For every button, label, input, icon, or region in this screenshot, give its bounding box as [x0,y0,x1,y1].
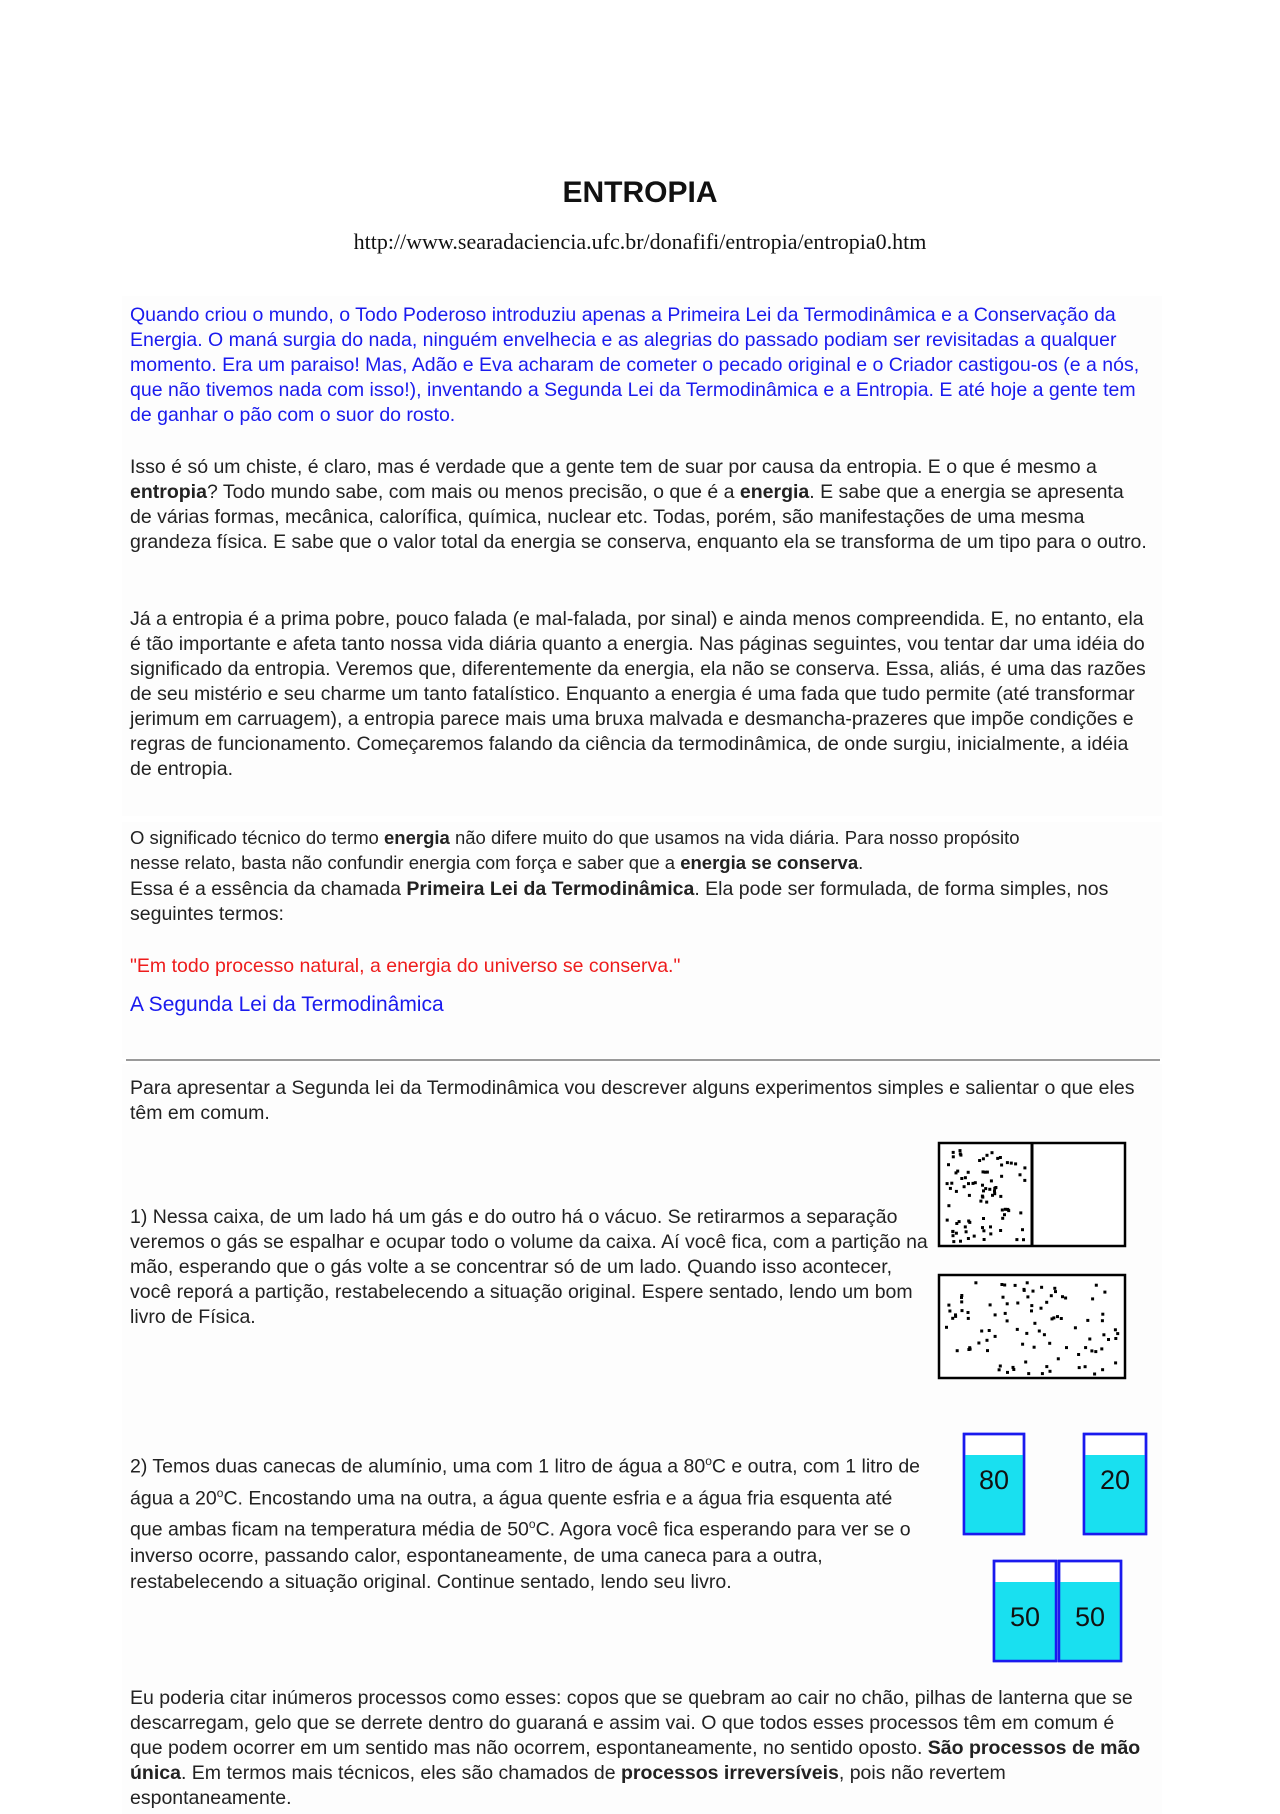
gas-particle [999,1156,1002,1159]
gas-particle [1038,1330,1041,1333]
gas-particle [1033,1322,1036,1325]
gas-particle [991,1151,994,1154]
gas-particle [947,1204,950,1207]
gas-particle [1064,1297,1067,1300]
gas-particle [999,1365,1002,1368]
gas-particle [1027,1372,1030,1375]
gas-particle [1045,1365,1048,1368]
gas-particle [964,1176,967,1179]
gas-particle [1000,1175,1003,1178]
first-law-quote: "Em todo processo natural, a energia do universo se conserva." [130,955,681,977]
cup-cold [1084,1434,1146,1534]
page-title: ENTROPIA [562,176,718,209]
gas-particle [1001,1217,1004,1220]
gas-particle [1014,1162,1017,1165]
gas-particle [1077,1353,1080,1356]
cup-left-label: 50 [1009,1602,1041,1632]
cup-left-equilibrium [994,1561,1056,1661]
gas-particle [1052,1316,1055,1319]
gas-particle [952,1234,955,1237]
intro-paragraph-3: Já a entropia é a prima pobre, pouco falada (e mal-falada, por sinal) e ainda menos compreendida. E, no entanto, ela é tão importante e afeta tanto nossa vida diária quanto a energia. Nas páginas seguintes, vou tentar dar uma idéia do significado da entropia. Veremos que, diferentemente da energia, ela não se conserva. Essa, aliás, é uma das razões de seu mistério e seu charme um tanto fatalístico. Enquanto a energia é uma fada que tudo permite (até transformar jerimum em carruagem), a entropia parece mais uma bruxa malvada e desmancha-prazeres que impõe condições e regras de funcionamento. Começaremos falando da ciência da termodinâmica, de onde surgiu, inicialmente, a idéia de entropia. [130,608,1146,780]
gas-particle [1088,1338,1091,1341]
gas-particle [960,1177,963,1180]
gas-particle [967,1220,970,1223]
gas-particle [979,1200,982,1203]
gas-particle [959,1240,962,1243]
gas-particle [1049,1370,1052,1373]
gas-particle [1019,1173,1022,1176]
gas-particle [968,1346,971,1349]
gas-particle [989,1225,992,1228]
intro-blue-paragraph: Quando criou o mundo, o Todo Poderoso introduziu apenas a Primeira Lei da Termodinâmica e a Conservação da Energia. O maná surgia do nada, ninguém envelhecia e as alegrias do passado podiam ser revisitadas a qualquer momento. Era um paraiso! Mas, Adão e Eva acharam de cometer o pecado original e o Criador castigou-os (e a nós, que não tivemos nada com isso!), inventando a Segunda Lei da Termodinâmica e a Entropia. E até hoje a gente tem de ganhar o pão com o suor do rosto. [130,304,1140,426]
gas-particle [1006,1161,1009,1164]
gas-particle [963,1185,966,1188]
gas-particle [1025,1332,1028,1335]
gas-particle [952,1151,955,1154]
gas-particle [1015,1238,1018,1241]
gas-particle [1060,1317,1063,1320]
gas-particle [1074,1326,1077,1329]
cup-cold-label: 20 [1099,1465,1131,1495]
gas-particle [1022,1238,1025,1241]
gas-particle [1094,1350,1097,1353]
gas-particle [998,1368,1001,1371]
gas-particle [947,1304,950,1307]
gas-particle [967,1317,970,1320]
gas-particle [994,1313,997,1316]
experiment-2-text: 2) Temos duas canecas de alumínio, uma com 1 litro de água a 80$^o$C e outra, com 1 litro de água a 20$^o$C. Encostando uma na outra, a água quente esfria e a água fria esquenta até que ambas ficam na temperatura média de 50$^o$C. Agora você fica esperando para ver se o inverso ocorre, passando calor, espontaneamente, de uma caneca para a outra, restabelecendo a situação original. Continue sentado, lendo seu livro. [130,1454,921,1593]
gas-particle [959,1149,962,1152]
gas-particle [1021,1228,1024,1231]
gas-particle [950,1182,953,1185]
gas-particle [1006,1371,1009,1374]
gas-particle [1012,1366,1015,1369]
gas-particle [1053,1287,1056,1290]
gas-particle [961,1309,964,1312]
gas-particle [947,1163,950,1166]
gas-particle [1101,1319,1104,1322]
gas-particle [1026,1281,1029,1284]
gas-particle [973,1235,976,1238]
gas-particle [999,1229,1002,1232]
gas-particle [1016,1302,1019,1305]
gas-particle [948,1310,951,1313]
gas-particle [1084,1346,1087,1349]
gas-particle [986,1154,989,1157]
gas-particle [1093,1373,1096,1376]
gas-particle [968,1194,971,1197]
gas-particle [1014,1284,1017,1287]
gas-particle [993,1190,996,1193]
gas-particle [959,1152,962,1155]
gas-particle [994,1186,997,1189]
gas-particle [1004,1208,1007,1211]
gas-particle [1032,1290,1035,1293]
gas-particle [983,1238,986,1241]
gas-particle [1084,1365,1087,1368]
gas-particle [999,1195,1002,1198]
first-law-essence: Essa é a essência da chamada Primeira Lei da Termodinâmica. Ela pode ser formulada, de forma simples, nos seguintes termos: [130,878,1109,925]
gas-particle [996,1157,999,1160]
gas-particle [956,1349,959,1352]
gas-particle [952,1155,955,1158]
divider [126,1059,1160,1061]
gas-particle [1006,1302,1009,1305]
gas-particle [951,1230,954,1233]
gas-particle [986,1339,989,1342]
gas-particle [967,1311,970,1314]
gas-particle [952,1240,955,1243]
gas-particle [982,1217,985,1220]
gas-particle [1003,1213,1006,1216]
gas-particle [955,1190,958,1193]
gas-particle [1103,1291,1106,1294]
gas-particle [986,1349,989,1352]
gas-particle [1065,1346,1068,1349]
gas-particle [1048,1342,1051,1345]
gas-particle [1000,1283,1003,1286]
gas-particle [985,1201,988,1204]
gas-particle [1102,1333,1105,1336]
gas-particle [1095,1284,1098,1287]
gas-particle [1078,1366,1081,1369]
gas-particle [1023,1166,1026,1169]
gas-particle [965,1230,968,1233]
gas-particle [1026,1295,1029,1298]
gas-particle [1019,1211,1022,1214]
gas-particle [1030,1309,1033,1312]
gas-particle [951,1317,954,1320]
cup-hot [964,1434,1024,1534]
gas-particle [956,1170,959,1173]
gas-particle [994,1335,997,1338]
intro-paragraph-2: Isso é só um chiste, é claro, mas é verdade que a gente tem de suar por causa da entropia. E o que é mesmo a entropia? Todo mundo sabe, com mais ou menos precisão, o que é a energia. E sabe que a energia se apresenta de várias formas, mecânica, calorífica, química, nuclear etc. Todas, porém, são manifestações de uma mesma grandeza física. E sabe que o valor total da energia se conserva, enquanto ela se transforma de um tipo para o outro. [130,456,1147,553]
gas-particle [967,1182,970,1185]
gas-particle [1101,1313,1104,1316]
gas-particle [945,1326,948,1329]
experiment-1-text: 1) Nessa caixa, de um lado há um gás e do outro há o vácuo. Se retirarmos a separação veremos o gás se espalhar e ocupar todo o volume da caixa. Aí você fica, com a partição na mão, esperando que o gás volte a se concentrar só de um lado. Quando isso acontecer, você reporá a partição, restabelecendo a situação original. Espere sentado, lendo um bom livro de Física. [130,1206,928,1328]
gas-particle [955,1222,958,1225]
gas-particle [1033,1346,1036,1349]
gas-particle [1091,1297,1094,1300]
gas-particle [1003,1284,1006,1287]
gas-particle [1004,1312,1007,1315]
gas-particle [1056,1315,1059,1318]
gas-particle [989,1232,992,1235]
gas-particle [960,1294,963,1297]
gas-particle [955,1232,958,1235]
gas-particle [954,1313,957,1316]
gas-particle [1016,1328,1019,1331]
gas-particle [1116,1332,1119,1335]
energy-note: O significado técnico do termo energia não difere muito do que usamos na vida diária. Para nosso propósito nesse relato, basta não confundir energia com força e saber que a energia se conserva. [130,827,1020,873]
gas-particle [974,1281,977,1284]
gas-particle [1101,1368,1104,1371]
gas-particle [981,1195,984,1198]
gas-particle [981,1226,984,1229]
gas-particle [982,1157,985,1160]
gas-particle [1061,1295,1064,1298]
gas-particle [990,1179,993,1182]
gas-particle [1040,1307,1043,1310]
gas-box-diagram [936,1140,1130,1382]
gas-particle [1021,1343,1024,1346]
gas-particle [989,1303,992,1306]
gas-particle [1023,1289,1026,1292]
source-url: http://www.searadaciencia.ufc.br/donafifi/entropia/entropia0.htm [353,229,927,254]
gas-particle [982,1229,985,1232]
conclusion-paragraph: Eu poderia citar inúmeros processos como esses: copos que se quebram ao cair no chão, pilhas de lanterna que se descarregam, gelo que se derrete dentro do guaraná e assim vai. O que todos esses processos têm em comum é que podem ocorrer em um sentido mas não ocorrem, espontaneamente, no sentido oposto. São processos de mão única. Em termos mais técnicos, eles são chamados de processos irreversíveis, pois não revertem espontaneamente. [130,1687,1141,1809]
gas-particle [1090,1349,1093,1352]
gas-particle [1100,1347,1103,1350]
gas-particle [1114,1328,1117,1331]
gas-particle [1054,1290,1057,1293]
gas-particle [1030,1304,1033,1307]
gas-particle [1114,1361,1117,1364]
cup-right-equilibrium [1059,1561,1121,1661]
gas-particle [1043,1333,1046,1336]
gas-particle [1045,1301,1048,1304]
gas-particle [967,1237,970,1240]
cups-diagram [960,1430,1155,1666]
gas-particle [1002,1296,1005,1299]
gas-particle [993,1192,996,1195]
gas-particle [946,1219,949,1222]
gas-particle [1023,1179,1026,1182]
gas-particle [981,1184,984,1187]
gas-particle [960,1300,963,1303]
gas-particle [984,1171,987,1174]
gas-particle [967,1171,970,1174]
gas-particle [1107,1338,1110,1341]
second-law-intro: Para apresentar a Segunda lei da Termodinâmica vou descrever alguns experimentos simples e salientar o que eles têm em comum. [130,1077,1135,1124]
gas-particle [978,1159,981,1162]
gas-particle [946,1182,949,1185]
gas-particle [988,1329,991,1332]
gas-particle [1024,1361,1027,1364]
gas-particle [988,1188,991,1191]
cup-right-label: 50 [1074,1602,1106,1632]
cup-hot-label: 80 [978,1465,1010,1495]
gas-particle [949,1187,952,1190]
gas-particle [1086,1319,1089,1322]
gas-particle [977,1342,980,1345]
gas-particle [1040,1286,1043,1289]
gas-particle [984,1187,987,1190]
gas-particle [964,1225,967,1228]
second-law-link[interactable]: A Segunda Lei da Termodinâmica [130,993,444,1016]
gas-particle [1001,1209,1004,1212]
gas-particle [1050,1294,1053,1297]
gas-particle [980,1330,983,1333]
gas-particle [972,1182,975,1185]
gas-particle [1057,1357,1060,1360]
gas-particle [1006,1319,1009,1322]
gas-particle [1010,1162,1013,1165]
gas-particle [1000,1164,1003,1167]
gas-particle [1114,1337,1117,1340]
gas-particle [1041,1372,1044,1375]
